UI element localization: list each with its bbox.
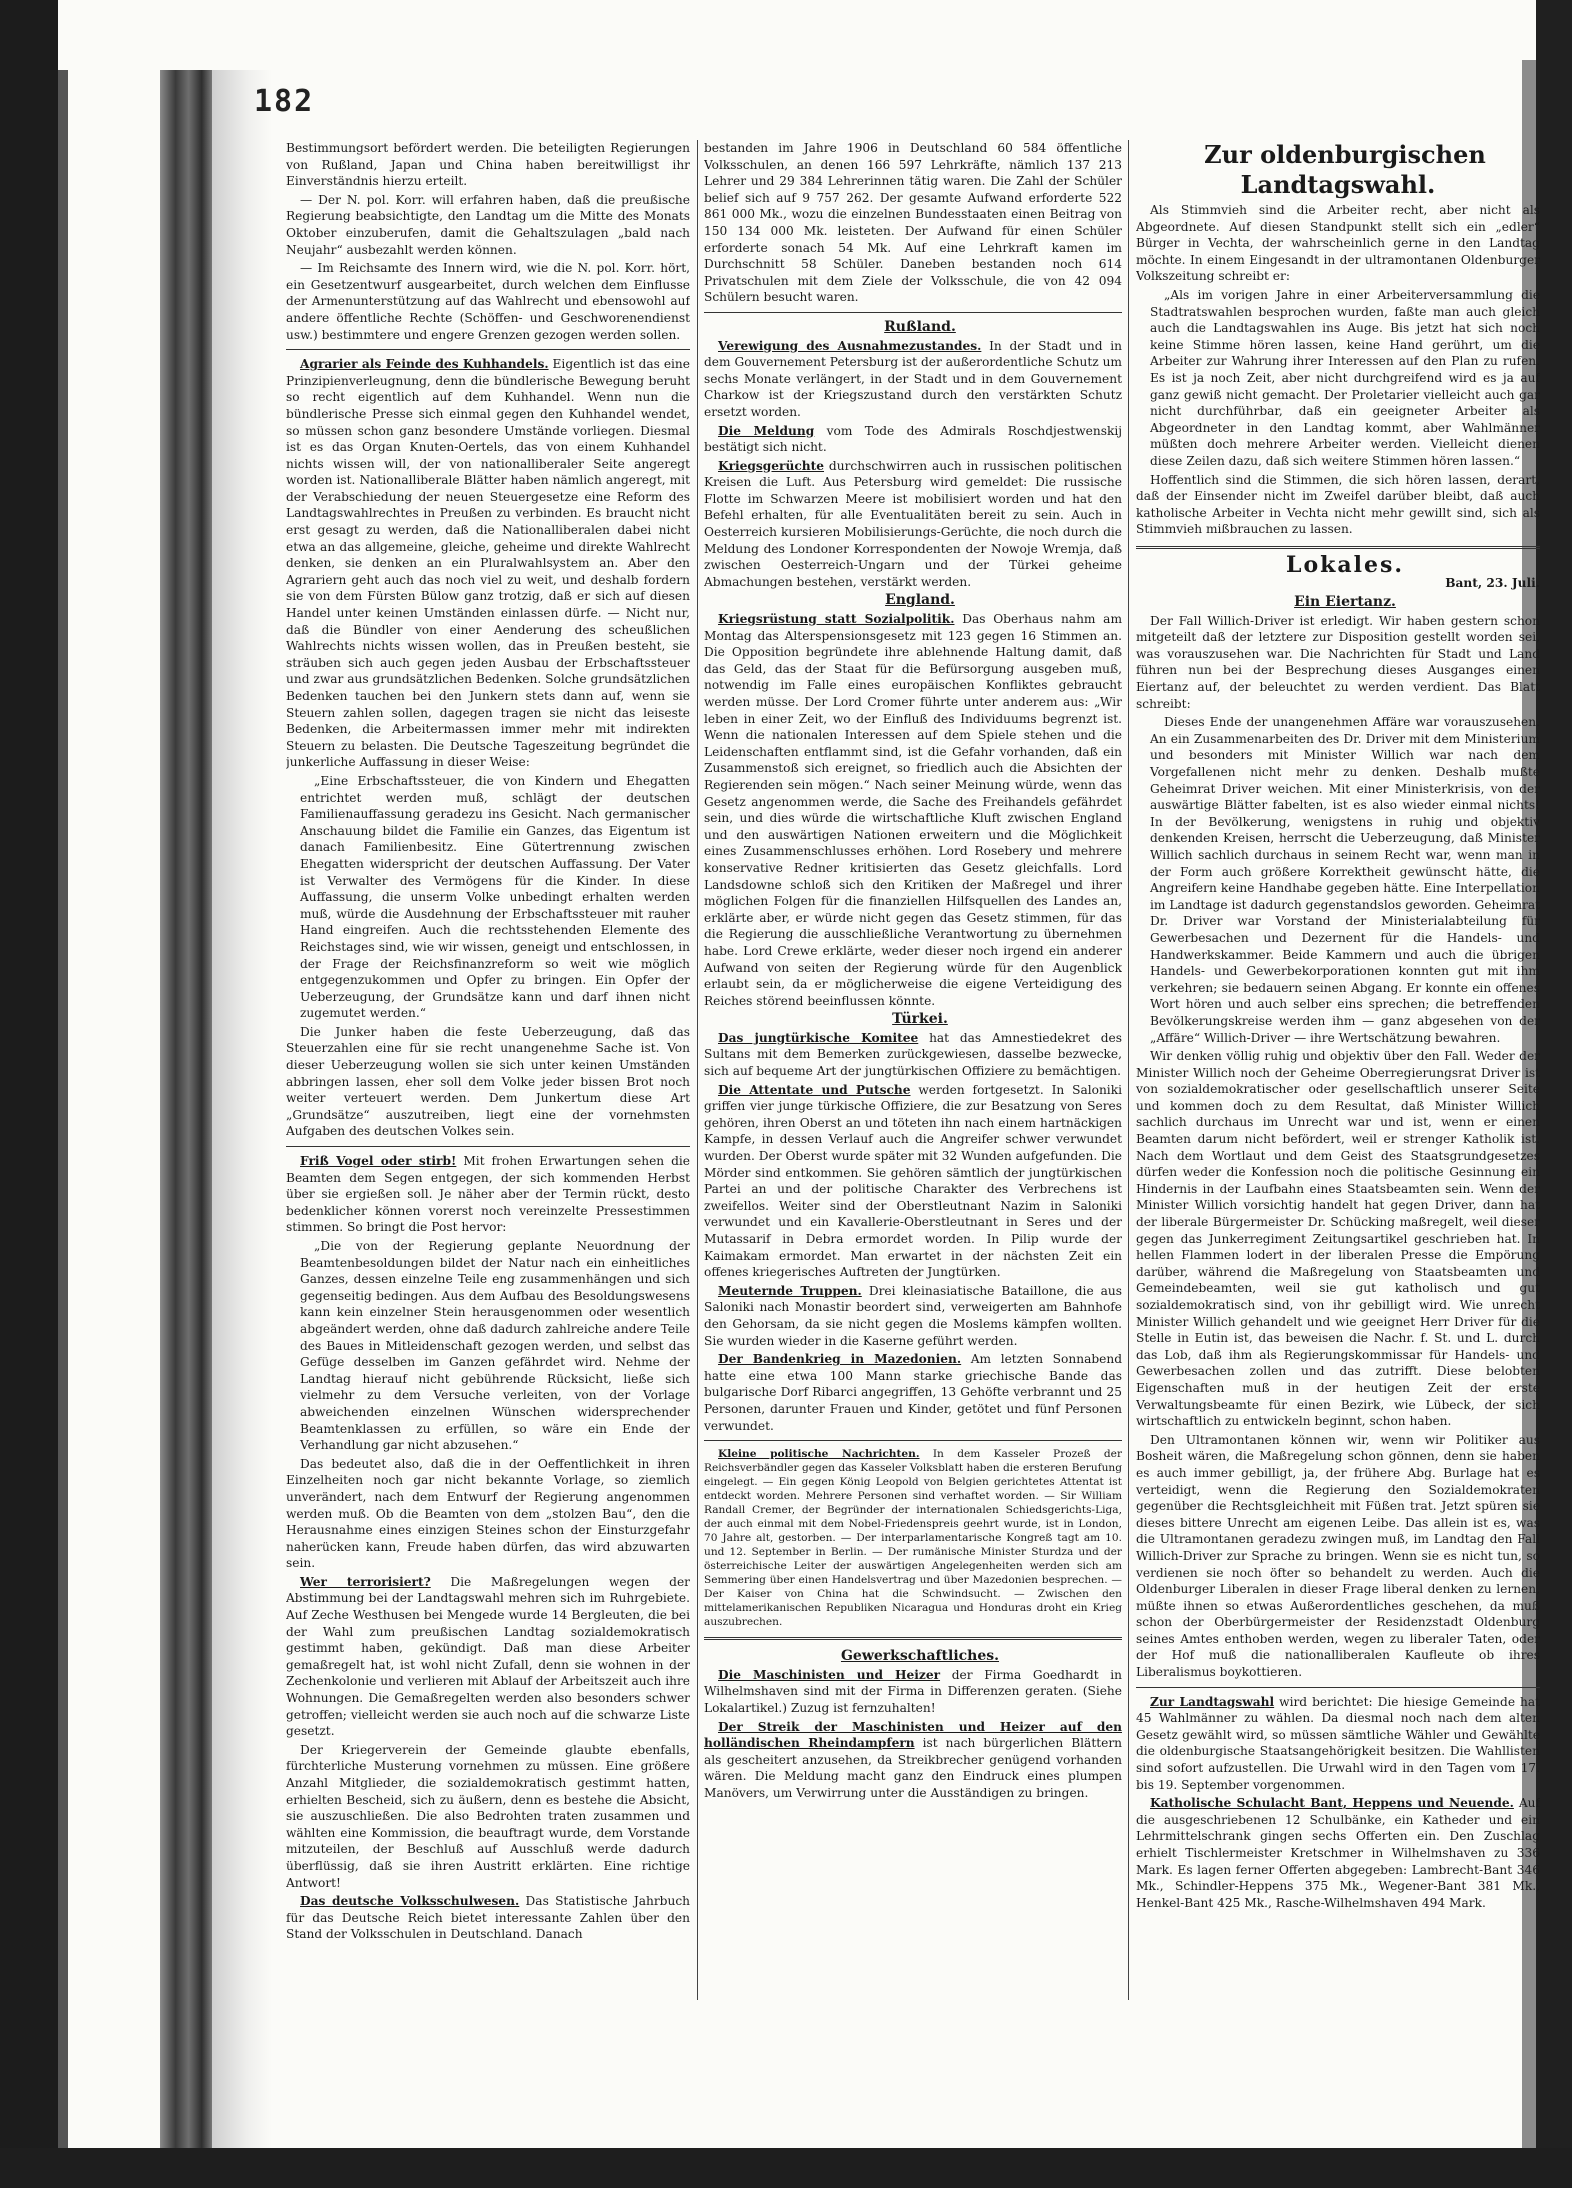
section-heading-gewerkschaftliches: Gewerkschaftliches. bbox=[840, 1648, 1000, 1665]
article-small-print bbox=[704, 1447, 1122, 1629]
quote: Dieses Ende der unangenehmen Affäre war vorauszusehen. An ein Zusammenarbeiten des Dr. Driver mit dem Ministerium und besonders mit Minister Willich war nach dem Vorgefallenen nicht mehr zu denken. Deshalb mußte Geheimrat Driver weichen. Mit einer Ministerkrisis, von der auswärtige Blätter fabelten, ist es also wieder einmal nichts! In der Bevölkerung, wenigstens in ruhig und objektiv denkenden Kreisen, herrscht die Ueberzeugung, daß Minister Willich sachlich durchaus in seinem Recht war, wenn man in der Form auch größere Korrektheit gewünscht hätte, die Angreifern keine Handhabe gegeben hätte. Eine Interpellation im Landtage ist dadurch gegenstandslos geworden. Geheimrat Dr. Driver war Vorstand der Ministerialabteilung für Gewerbesachen und Dezernent für die Handels- und Handwerkskammer. Beide Kammern und auch die übrigen Handels- und Gewerbekorporationen konnten gut mit ihm verkehren; sie bedauern seinen Abgang. Er konnte ein offenes Wort hören und auch selber eins sprechen; die betreffenden Bevölkerungskreise werden ihm — ganz abgesehen von der „Affäre“ Willich-Driver — ihre Wertschätzung bewahren. bbox=[1150, 715, 1540, 1045]
divider-double bbox=[704, 1637, 1122, 1640]
article-agrarier bbox=[286, 356, 690, 771]
article-text: Am letzten Sonnabend hatte eine etwa 100 Mann starke griechische Bande das bulgarische Dorf Ribarci angegriffen, 13 Gehöfte verbrannt und 25 Personen, darunter Frauen und Kinder, getötet und fünf Personen verwundet. bbox=[704, 1352, 1122, 1433]
paragraph: Bestimmungsort befördert werden. Die beteiligten Regierungen von Rußland, Japan und China haben bereitwilligst ihr Einverständnis hierzu erteilt. bbox=[286, 141, 690, 189]
article-headline: Die Maschinisten und Heizer bbox=[718, 1667, 941, 1682]
article-text: werden fortgesetzt. In Saloniki griffen vier junge türkische Offiziere, die zur Besatzung von Seres gehören, ihren Oberst an und töteten ihn nach einem hartnäckigen Kampfe, in dessen Verlauf auch die Angreifer schwer verwundet wurden. Der Oberst wurde später mit 32 Wunden aufgefunden. Die Mörder sind entkommen. Sie gehören sämtlich der jungtürkischen Partei an und der politische Charakter des Verbrechens ist zweifellos. Weiter sind der Oberstleutnant Nazim in Saloniki verwundet und ein Kavallerie-Oberstleutnant in Seres und der Mutassarif in Debra ermordet worden. In Pilip wurde der Kaimakam ermordet. Man erwartet in der nächsten Zeit ein offenes kriegerisches Auftreten der Jungtürken. bbox=[704, 1082, 1122, 1280]
article-text: Mit frohen Erwartungen sehen die Beamten dem Segen entgegen, der sich kommenden Herbst über sie ergießen soll. Je näher aber der Termin rückt, desto bedenklicher können vorerst noch vereinzelte Pressestimmen stimmen. So bringt die Post hervor: bbox=[286, 1154, 690, 1235]
paragraph: Den Ultramontanen können wir, wenn wir Politiker aus Bosheit wären, die Maßregelung schon gönnen, denn sie haben es auch immer gebilligt, ja, der frühere Abg. Burlage hat es verteidigt, wenn die Regierung den Sozialdemokraten gegenüber die Rechtsgleichheit mit Füßen trat. Jetzt spüren sie dieses bittere Unrecht am eigenen Leibe. Das allein ist es, was die Ultramontanen geradezu zwingen muß, im Landtag den Fall Willich-Driver zur Sprache zu bringen. Wenn sie es nicht tun, so verdienen sie noch öfter so behandelt zu werden. Auch die Oldenburger Liberalen in dieser Frage liberal denken zu lernen, müßte ihnen so etwas Außerordentliches geschehen, da muß schon der Oberbürgermeister der Residenzstadt Oldenburg seines Amtes enthoben werden, wegen zu liberaler Taten, oder der Hof muß die nationalliberalen Kaufleute ob ihres Liberalismus boykottieren. bbox=[1136, 1432, 1540, 1680]
article-headline: Kleine politische Nachrichten. bbox=[718, 1448, 920, 1461]
article bbox=[704, 1030, 1122, 1080]
paragraph: Wir denken völlig ruhig und objektiv über den Fall. Weder der Minister Willich noch der Geheime Oberregierungsrat Driver ist von sozialdemokratischer oder gesellschaftlich unserer Seite und kommen doch zu dem Resultat, daß Minister Willich sachlich durchaus im Unrecht war und ist, wenn er einen Beamten darum nicht befördert, weil er strenger Katholik ist. Nach dem Wortlaut und dem Geist des Staatsgrundgesetzes dürfen weder die Konfession noch die politische Gesinnung ein Hindernis in der Laufbahn eines Staatsbeamten sein. Wenn der Minister Willich vorsichtig handelt hat gegen Driver, dann hat der liberale Bürgermeister Dr. Schücking maßregelt, weil dieser gegen das Junkerregiment Zeitungsartikel geschrieben hat. In hellen Flammen lodert in der liberalen Presse die Empörung darüber, während die Maßregelung von Staatsbeamten und Gemeindebeamten, weil sie gut katholisch und gut sozialdemokratisch sind, von ihr gebilligt wird. Wie unrecht Minister Willich gehandelt und wie geeignet Herr Driver für die Stelle in Eutin ist, das beweisen die Nachr. f. St. und L. durch das Lob, daß ihm als Regierungskommissar für Handels- und Gewerbesachen zollen und das zutrifft. Diese belobten Eigenschaften muß in der heutigen Zeit der erste Verwaltungsbeamte für einen Bezirk, wie Lübeck, der sich wirtschaftlich zu entwickeln beginnt, schon haben. bbox=[1136, 1049, 1540, 1429]
divider bbox=[286, 349, 690, 350]
article-headline: Verewigung des Ausnahmezustandes. bbox=[718, 338, 982, 353]
paragraph: Das bedeutet also, daß die in der Oeffentlichkeit in ihren Einzelheiten noch gar nicht bekannte Vorlage, so ziemlich unverändert, nach dem Entwurf der Regierung angenommen werden muß. Ob die Beamten von dem „stolzen Bau“, den die Herausnahme eines einzigen Steines schon der Einsturzgefahr naherücken kann, Freude haben dürfen, das wird abzuwarten sein. bbox=[286, 1456, 690, 1571]
divider bbox=[704, 1440, 1122, 1441]
column-left bbox=[286, 140, 690, 2010]
article bbox=[704, 1351, 1122, 1434]
article-text: In der Stadt und in dem Gouvernement Petersburg ist der außerordentliche Schutz um sechs Monate verlängert, in der Stadt und in dem Gouvernement Charkow ist der Kriegszustand durch den verstärkten Schutz ersetzt worden. bbox=[704, 338, 1122, 419]
paragraph: Als Stimmvieh sind die Arbeiter recht, aber nicht als Abgeordnete. Auf diesen Standpunkt stellt sich ein „edler“ Bürger in Vechta, der wahrscheinlich gerne in den Landtag möchte. In einem Eingesandt in der ultramontanen Oldenburger Volkszeitung schreibt er: bbox=[1136, 203, 1540, 284]
article-headline-eiertanz: Ein Eiertanz. bbox=[1294, 594, 1396, 611]
paragraph: Hoffentlich sind die Stimmen, die sich hören lassen, derart, daß der Einsender nicht im Zweifel darüber bleibt, daß auch katholische Arbeiter in Vechta nicht mehr gewillt sind, sich als Stimmvieh mißbrauchen zu lassen. bbox=[1136, 472, 1540, 537]
paragraph: Der Kriegerverein der Gemeinde glaubte ebenfalls, fürchterliche Musterung vornehmen zu müssen. Eine größere Anzahl Mitglieder, die sozialdemokratisch gestimmt hatten, erhielten Bescheid, sich zu äußern, denn es bestehe die Absicht, sie auszuschließen. Die also Bedrohten traten zusammen und wählten eine Kommission, die beauftragt wurde, dem Vorstande mitzuteilen, der Beschluß auf Ausschluß werde dadurch überflüssig, daß sie ihren Austritt erklärten. Eine richtige Antwort! bbox=[286, 1742, 690, 1890]
article bbox=[1136, 1795, 1540, 1911]
article-title-landtagswahl: Zur oldenburgischen Landtagswahl. bbox=[1204, 140, 1486, 199]
section-heading-lokales: Lokales. bbox=[1285, 551, 1405, 578]
article-headline: Friß Vogel oder stirb! bbox=[300, 1154, 457, 1169]
article-terror bbox=[286, 1574, 690, 1740]
dateline: Bant, 23. Juli. bbox=[1445, 576, 1540, 591]
article bbox=[704, 1667, 1122, 1717]
article-text: vom Tode des Admirals Roschdjestwenskij bestätigt sich nicht. bbox=[704, 423, 1122, 455]
article-headline: Kriegsrüstung statt Sozialpolitik. bbox=[718, 612, 955, 627]
article-text: Auf die ausgeschriebenen 12 Schulbänke, ein Katheder und ein Lehrmittelschrank gingen sechs Offerten ein. Den Zuschlag erhielt Tischlermeister Kretschmer in Wilhelmshaven zu 336 Mark. Es lagen ferner Offerten abgegeben: Lambrecht-Bant 346 Mk., Schindler-Heppens 375 Mk., Wegener-Bant 381 Mk., Henkel-Bant 425 Mk., Rasche-Wilhelmshaven 494 Mark. bbox=[1136, 1796, 1540, 1910]
article-vogel bbox=[286, 1153, 690, 1236]
divider bbox=[286, 1146, 690, 1147]
article-text: In dem Kasseler Prozeß der Reichsverbändler gegen das Kasseler Volksblatt haben die ersteren Berufung eingelegt. — Ein gegen König Leopold von Belgien gerichtetes Attentat ist entdeckt worden. Mehrere Personen sind verhaftet worden. — Sir William Randall Cremer, der Begründer der internationalen Schiedsgerichts-Liga, der auch einmal mit dem Nobel-Friedenspreis geehrt wurde, ist in London, 70 Jahre alt, gestorben. — Der interparlamentarische Kongreß tagt am 10. und 12. September in Berlin. — Der rumänische Minister Sturdza und der österreichische Leiter der auswärtigen Angelegenheiten werden sich am Semmering über einen Handelsvertrag und über Mazedonien besprechen. — Der Kaiser von China hat die Schwindsucht. — Zwischen den mittelamerikanischen Republiken Nicaragua und Honduras droht ein Krieg auszubrechen. bbox=[704, 1448, 1122, 1629]
article-text: Die Maßregelungen wegen der Abstimmung bei der Landtagswahl mehren sich im Ruhrgebiete. Auf Zeche Westhusen bei Mengede wurde 14 Bergleuten, die bei der Wahl zum preußischen Landtag sozialdemokratisch gestimmt haben, gekündigt. Daß man diese Arbeiter gemaßregelt hat, ist wohl nicht Zufall, denn sie wohnen in der Zechenkolonie und verlieren mit Ablauf der Arbeitszeit auch ihre Wohnungen. Die Gemaßregelten werden also besonders schwer getroffen; vielleicht werden sie auch noch auf die schwarze Liste gesetzt. bbox=[286, 1574, 690, 1739]
article-volksschule bbox=[286, 1893, 690, 1943]
paragraph: Der Fall Willich-Driver ist erledigt. Wir haben gestern schon mitgeteilt daß der letztere zur Disposition gestellt worden sei, was vorauszusehen war. Die Nachrichten für Stadt und Land führen nun bei der Besprechung dieses Ausganges einen Eiertanz auf, der beleuchtet zu werden verdient. Das Blatt schreibt: bbox=[1136, 613, 1540, 711]
quote: „Eine Erbschaftssteuer, die von Kindern und Ehegatten entrichtet werden muß, schlägt der deutschen Familienauffassung geradezu ins Gesicht. Nach germanischer Anschauung bildet die Familie ein Ganzes, das Eigentum ist danach Familienbesitz. Eine Gütertrennung zwischen Ehegatten widerspricht der deutschen Auffassung. Der Vater ist Verwalter des Vermögens für die Kinder. In diese Auffassung, die unserm Volke unbedingt erhalten werden muß, würde die Ausdehnung der Erbschaftssteuer mit rauher Hand eingreifen. Auch die rechtsstehenden Elemente des Reichstages sind, wie wir wissen, geneigt und entschlossen, in der Frage der Reichsfinanzreform so weit wie möglich entgegenzukommen und Opfer zu bringen. Ein Opfer der Ueberzeugung, der Grundsätze kann und darf ihnen nicht zugemutet werden.“ bbox=[300, 773, 690, 1021]
article bbox=[704, 458, 1122, 591]
article-headline: Kriegsgerüchte bbox=[718, 458, 825, 473]
article bbox=[704, 1283, 1122, 1349]
article-text: ist nach bürgerlichen Blättern als gescheitert anzusehen, da Streikbrecher genügend vorhanden wären. Die Meldung macht ganz den Eindruck eines plumpen Manövers, um Verwirrung unter die Ausständigen zu bringen. bbox=[704, 1736, 1122, 1800]
article-headline: Der Bandenkrieg in Mazedonien. bbox=[718, 1352, 962, 1367]
divider bbox=[1136, 1687, 1540, 1688]
article-text: wird berichtet: Die hiesige Gemeinde hat 45 Wahlmänner zu wählen. Da diesmal noch nach dem alten Gesetz gewählt wird, so müssen sämtliche Wähler und Gewählte die oldenburgische Staatsangehörigkeit besitzen. Die Wahllisten sind sofort aufzustellen. Die Urwahl wird in den Tagen vom 17. bis 19. September vorgenommen. bbox=[1136, 1694, 1540, 1792]
article-text: der Firma Goedhardt in Wilhelmshaven sind mit der Firma in Differenzen geraten. (Siehe Lokalartikel.) Zuzug ist fernzuhalten! bbox=[704, 1667, 1122, 1715]
scanner-border-bottom bbox=[0, 2148, 1572, 2188]
article-text: Das Oberhaus nahm am Montag das Alterspensionsgesetz mit 123 gegen 16 Stimmen an. Die Opposition begründete ihre ablehnende Haltung damit, daß das Geld, das der Staat für die Befürsorgung ausgeben muß, notwendig im Falle eines europäischen Konfliktes gebraucht werden müsse. Der Lord Cromer führte unter anderem aus: „Wir leben in einer Zeit, wo der Einfluß des Individuums begrenzt ist. Wenn die nationalen Interessen auf dem Spiele stehen und die Leidenschaften entflammt sind, ist die Gefahr vorhanden, daß ein Zusammenstoß sich ereignet, so friedlich auch die Absichten der Regierenden sein mögen.“ Nach seiner Meinung würde, wenn das Gesetz angenommen werde, die Sache des Freihandels gefährdet sein, und dies würde die wirtschaftliche Kluft zwischen England und den auswärtigen Nationen erweitern und die Möglichkeit eines Zusammenschlusses erhöhen. Lord Rosebery und mehrere konservative Redner kritisierten das Gesetz gleichfalls. Lord Landsdowne schloß sich den Kritiken der Maßregel und ihrer möglichen Folgen für die finanziellen Hilfsquellen des Landes an, erklärte aber, er würde nicht gegen das Gesetz stimmen, für das die Regierung die ausschließliche Verantwortung zu übernehmen habe. Lord Crewe erklärte, weder dieser noch irgend ein anderer Aufwand von seiten der Regierung würde für den Augenblick erlaubt sein, da er möglicherweise die eigene Verteidigung des Reiches störend beeinflussen könnte. bbox=[704, 612, 1122, 1008]
article-headline: Agrarier als Feinde des Kuhhandels. bbox=[300, 357, 549, 372]
article-headline: Das jungtürkische Komitee bbox=[718, 1030, 919, 1045]
divider bbox=[704, 312, 1122, 313]
column-right bbox=[1136, 140, 1540, 2020]
article bbox=[704, 1719, 1122, 1802]
article-text: Das Statistische Jahrbuch für das Deutsche Reich bietet interessante Zahlen über den Stand der Volksschulen in Deutschland. Danach bbox=[286, 1894, 690, 1942]
article-text: hat das Amnestiedekret des Sultans mit dem Bemerken zurückgewiesen, dasselbe bezwecke, sich auf bequeme Art der jungtürkischen Offiziere zu bemächtigen. bbox=[704, 1030, 1122, 1079]
section-heading-england: England. bbox=[885, 592, 955, 609]
scanner-border-right bbox=[1536, 0, 1572, 2188]
article-text: durchschwirren auch in russischen politischen Kreisen die Luft. Aus Petersburg wird gemeldet: Die russische Flotte im Schwarzen Meere ist mobilisiert worden und hat den Befehl erhalten, für alle Eventualitäten bereit zu sein. Auch in Oesterreich kursieren Mobilisierungs-Gerüchte, die noch durch die Meldung des Londoner Korrespondenten der Nowoje Wremja, daß zwischen Oesterreich-Ungarn und der Türkei geheime Abmachungen bestehen, verstärkt werden. bbox=[704, 458, 1122, 589]
spine-shadow bbox=[212, 70, 272, 2150]
quote: „Die von der Regierung geplante Neuordnung der Beamtenbesoldungen bildet der Natur nach ein einheitliches Ganzes, dessen einzelne Teile eng zusammenhängen und sich gegenseitig bedingen. Aus dem Aufbau des Besoldungswesens kann kein einzelner Stein herausgenommen oder wesentlich abgeändert werden, ohne daß dadurch zahlreiche andere Teile des Baues in Mitleidenschaft gezogen werden, und selbst das Gefüge desselben im Ganzen gefährdet wird. Nehme der Landtag hierauf nicht gebührende Rücksicht, ließe sich vielmehr zu dem Versuche verleiten, von der Vorlage abweichenden einzelnen Wünschen widersprechender Beamtenklassen zu erfüllen, so wäre ein Ende der Verhandlung gar nicht abzusehen.“ bbox=[300, 1239, 690, 1453]
quote: „Als im vorigen Jahre in einer Arbeiterversammlung die Stadtratswahlen besprochen wurden, faßte man auch gleich auch die Landtagswahlen ins Auge. Bis jetzt hat sich noch keine Stimme hören lassen, keine Hand gerührt, um die Arbeiter zur Wahrung ihrer Interessen auf den Plan zu rufen. Es ist ja noch Zeit, aber nicht durchgreifend wird es ja auf ganz gewiß nicht gemacht. Der Proletarier vielleicht auch gar nicht durchführbar, daß ein geeigneter Arbeiter als Abgeordneter in den Landtag kommt, aber Wahlmänner müßten doch mehrere Arbeiter werden. Vielleicht dienen diese Zeilen dazu, daß sich weitere Stimmen hören lassen.“ bbox=[1150, 287, 1540, 468]
paragraph: Die Junker haben die feste Ueberzeugung, daß das Steuerzahlen eine für sie recht unangenehme Sache ist. Von dieser Ueberzeugung wollen sie sich unter keinen Umständen abbringen lassen, eher soll dem Volke jeder bissen Brot noch weiter verteuert werden. Dem Junkertum diese Art „Grundsätze“ auszutreiben, liegt eine der vornehmsten Aufgaben des deutschen Volkes sein. bbox=[286, 1024, 690, 1139]
column-rule bbox=[1128, 140, 1129, 2000]
article bbox=[704, 1082, 1122, 1281]
article-headline: Meuternde Truppen. bbox=[718, 1283, 862, 1298]
paragraph: — Im Reichsamte des Innern wird, wie die N. pol. Korr. hört, ein Gesetzentwurf ausgearbeitet, durch welchen dem Einflusse der Armenunterstützung auf das Wahlrecht und ebensowohl auf andere öffentliche Rechte (Schöffen- und Geschworenendienst usw.) bestimmtere und engere Grenzen gezogen werden sollen. bbox=[286, 261, 690, 342]
column-middle bbox=[704, 140, 1122, 2000]
article bbox=[704, 338, 1122, 421]
page-edge-left bbox=[58, 70, 68, 2150]
article-headline: Die Meldung bbox=[718, 423, 815, 438]
column-rule bbox=[697, 140, 698, 2000]
paragraph: bestanden im Jahre 1906 in Deutschland 60 584 öffentliche Volksschulen, an denen 166 597 Lehrkräfte, nämlich 137 213 Lehrer und 29 384 Lehrerinnen tätig waren. Die Zahl der Schüler belief sich auf 9 757 262. Der gesamte Aufwand erforderte 522 861 000 Mk., wozu die einzelnen Bundesstaaten einen Beitrag von 150 134 000 Mk. leisteten. Der Aufwand für einen Schüler erforderte sonach 54 Mk. Auf eine Lehrkraft kamen im Durchschnitt 58 Schüler. Daneben bestanden noch 614 Privatschulen mit dem Ziele der Volksschule, die von 42 094 Schülern besucht waren. bbox=[704, 141, 1122, 305]
article-text: Eigentlich ist das eine Prinzipienverleugnung, denn die bündlerische Bewegung beruht so recht eigentlich auf dem Kuhhandel. Wenn nun die bündlerische Presse sich einmal gegen den Kuhhandel wendet, so müssen schon ganz besondere Umstände vorliegen. Diesmal ist es das Organ Knuten-Oertels, das von einem Kuhhandel nichts wissen will, der von nationalliberaler Seite angeregt worden ist. Nationalliberale Blätter haben nämlich angeregt, mit der Verabschiedung der neuen Steuergesetze eine Reform des Landtagswahlrechtes in Preußen zu verbinden. Es braucht nicht erst gesagt zu werden, daß die Nationalliberalen dabei nicht etwa an das allgemeine, gleiche, geheime und direkte Wahlrecht denken, sie denken an ein Pluralwahlsystem an. Aber den Agrariern geht auch das noch viel zu weit, und deshalb fordern sie von dem Fürsten Bülow ganz trotzig, daß er sich auf diesen Handel unter keinen Umständen einlassen dürfe. — Nicht nur, daß die Bündler von einer Aenderung des scheußlichen Wahlrechts nichts wissen wollen, das in Preußen besteht, sie sträuben sich auch gegen jeden Ausbau der Erbschaftssteuer und zwar aus grundsätzlichen Bedenken. Solche grundsätzlichen Bedenken tauchen bei den Junkern stets dann auf, wenn sie Steuern zahlen sollen, dagegen tragen sie nicht das leiseste Bedenken, die Arbeitermassen immer mehr mit indirekten Steuern zu belasten. Die Deutsche Tageszeitung begründet die junkerliche Auffassung in dieser Weise: bbox=[286, 357, 690, 770]
article bbox=[704, 423, 1122, 456]
section-heading-tuerkei: Türkei. bbox=[892, 1011, 948, 1028]
article bbox=[704, 611, 1122, 1009]
article-headline: Katholische Schulacht Bant, Heppens und Neuende. bbox=[1150, 1796, 1514, 1811]
article-headline: Wer terrorisiert? bbox=[300, 1574, 431, 1589]
paragraph: — Der N. pol. Korr. will erfahren haben, daß die preußische Regierung beabsichtigte, den Landtag um die Mitte des Monats Oktober einzuberufen, damit die Gehaltszulagen „bald nach Neujahr“ ausbezahlt werden können. bbox=[286, 192, 690, 257]
scanner-border-left bbox=[0, 0, 58, 2188]
article-headline: Zur Landtagswahl bbox=[1150, 1694, 1275, 1709]
divider-double bbox=[1136, 546, 1540, 549]
book-spine bbox=[160, 70, 212, 2150]
article-text: Drei kleinasiatische Bataillone, die aus Saloniki nach Monastir beordert sind, verweigerten am Bahnhofe den Gehorsam, da sie nicht gegen die Moslems kämpfen wollten. Sie wurden wieder in die Kaserne geführt werden. bbox=[704, 1283, 1122, 1348]
section-heading-russland: Rußland. bbox=[884, 318, 956, 335]
article-headline: Die Attentate und Putsche bbox=[718, 1082, 911, 1097]
article bbox=[1136, 1694, 1540, 1794]
article-headline: Der Streik der Maschinisten und Heizer auf den holländischen Rheindampfern bbox=[704, 1719, 1122, 1751]
page-number: 182 bbox=[254, 84, 315, 119]
article-headline: Das deutsche Volksschulwesen. bbox=[300, 1894, 520, 1909]
